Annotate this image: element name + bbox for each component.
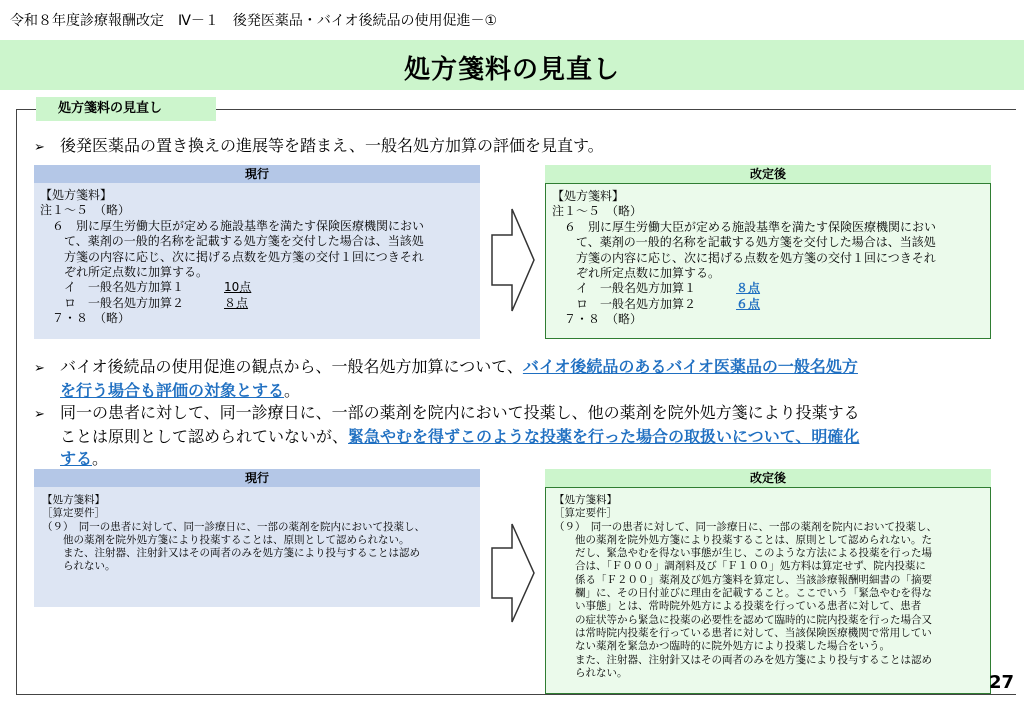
table2-old-header: 現行	[34, 469, 480, 487]
title-band	[0, 40, 1024, 90]
table2-new-line: （９） 同一の患者に対して、同一診療日に、一部の薬剤を院内において投薬し、	[554, 520, 938, 533]
table2-new-line: 【処方箋料】	[554, 494, 617, 506]
table2-new-header: 改定後	[545, 469, 991, 487]
table1-new-line: ぞれ所定点数に加算する。	[552, 266, 721, 281]
table2-new-line: また、注射器、注射針又はその両者のみを処方箋により投与することは認め	[554, 653, 932, 666]
bullet-3-text-c: 。	[92, 449, 109, 468]
table2-new-emph-start: た	[921, 533, 932, 546]
right-arrow-icon	[490, 520, 536, 626]
old-points-1: 10点	[224, 280, 252, 295]
table1-old-item-2	[40, 296, 480, 311]
bullet-3-text-b: ことは原則として認められていないが、	[60, 427, 349, 446]
table2-old-line: られない。	[42, 560, 116, 573]
old-points-2: ８点	[224, 295, 249, 310]
table2-old-line: 他の薬剤を院外処方箋により投薬することは、原則として認められない。	[42, 533, 410, 546]
table1-new-header: 改定後	[545, 165, 991, 183]
page-title: 処方箋料の見直し	[403, 55, 620, 85]
table2-new-emph-line: ない薬剤を緊急かつ臨時的に院外処方により投薬した場合をいう。	[554, 640, 890, 653]
breadcrumb: 令和８年度診療報酬改定 Ⅳ－１ 後発医薬品・バイオ後続品の使用促進－①	[10, 13, 498, 29]
bullet-2-emph-a: バイオ後続品のあるバイオ医薬品の一般名処方	[522, 357, 858, 376]
item-label: ロ 一般名処方加算２	[552, 296, 697, 311]
table1-new-line: 方箋の内容に応じ、次に掲げる点数を処方箋の交付１回につきそれ	[552, 250, 936, 265]
table2-new-emph-line: 欄」に、その日付並びに理由を記載すること。ここでいう「緊急やむを得な	[554, 587, 932, 600]
table2-old-line: 【処方箋料】	[42, 494, 105, 506]
table2-old-line: ［算定要件］	[42, 507, 105, 520]
page-number: 27	[988, 672, 1014, 693]
new-points-2: ６点	[736, 296, 761, 311]
table2-new-line: られない。	[554, 666, 628, 679]
bullet-mark: ➢	[34, 140, 45, 155]
table1-new-item-1	[552, 281, 990, 296]
item-label: イ 一般名処方加算１	[40, 280, 185, 295]
table1-old-line: 注１～５ （略）	[40, 203, 131, 218]
table2-old-line: また、注射器、注射針又はその両者のみを処方箋により投与することは認め	[42, 547, 420, 560]
bullet-2-text-b: 。	[284, 381, 301, 400]
table2-new-emph-line: は常時院内投薬を行っている患者に対して、当該保険医療機関で常用してい	[554, 626, 932, 639]
table1-new-item-2	[552, 297, 990, 312]
table1-old-line: ６ 別に厚生労働大臣が定める施設基準を満たす保険医療機関におい	[40, 218, 425, 233]
table1-new-line: 【処方箋料】	[552, 189, 625, 203]
bullet-2-emph-b: を行う場合も評価の対象とする	[60, 381, 285, 400]
table1-new-line: ７・８ （略）	[552, 312, 643, 327]
table2-new-emph-line: 係る「Ｆ２００」薬剤及び処方箋料を算定し、当該診療報酬明細書の「摘要	[554, 573, 932, 586]
right-arrow-icon	[490, 205, 536, 315]
table1-old-box	[34, 183, 480, 339]
bullet-3-emph-a: 緊急やむを得ずこのような投薬を行った場合の取扱いについて、明確化	[348, 427, 860, 446]
table2-old-line: （９） 同一の患者に対して、同一診療日に、一部の薬剤を院内において投薬し、	[42, 520, 426, 533]
table1-old-line: 【処方箋料】	[40, 188, 113, 202]
item-label: ロ 一般名処方加算２	[40, 295, 185, 310]
bullet-3	[34, 402, 860, 470]
bullet-2	[34, 356, 858, 402]
table1-old-header: 現行	[34, 165, 480, 183]
new-points-1: ８点	[736, 281, 761, 296]
bullet-mark: ➢	[34, 361, 45, 376]
table2-new-box	[545, 487, 991, 694]
section-tab: 処方箋料の見直し	[36, 97, 216, 121]
table1-new-line: 注１～５ （略）	[552, 204, 643, 219]
bullet-1	[34, 135, 604, 159]
table2-new-emph-line: の症状等から緊急に投薬の必要性を認めて臨時的に院内投薬を行った場合又	[554, 613, 932, 626]
table2-new-emph-line: い事態」とは、常時院外処方による投薬を行っている患者に対して、患者	[554, 600, 922, 613]
bullet-3-text-a: 同一の患者に対して、同一診療日に、一部の薬剤を院内において投薬し、他の薬剤を院外処方箋により投薬する	[60, 403, 860, 422]
table1-old-line: ぞれ所定点数に加算する。	[40, 265, 209, 280]
table1-old-item-1	[40, 280, 480, 295]
bullet-mark: ➢	[34, 407, 45, 422]
table1-old-line: 方箋の内容に応じ、次に掲げる点数を処方箋の交付１回につきそれ	[40, 249, 424, 264]
table2-new-emph-line: 合は、「Ｆ０００」調剤料及び「Ｆ１００」処方料は算定せず、院内投薬に	[554, 560, 926, 573]
table2-new-line: 他の薬剤を院外処方箋により投薬することは、原則として認められない。	[554, 533, 922, 546]
bullet-3-emph-b: する	[60, 449, 93, 468]
table1-new-line: て、薬剤の一般的名称を記載する処方箋を交付した場合は、当該処	[552, 235, 936, 250]
table1-old-line: て、薬剤の一般的名称を記載する処方箋を交付した場合は、当該処	[40, 234, 424, 249]
table2-new-line-wrap	[554, 534, 990, 547]
bullet-1-text: 後発医薬品の置き換えの進展等を踏まえ、一般名処方加算の評価を見直す。	[60, 136, 604, 155]
table1-new-box	[545, 183, 991, 339]
table1-new-line: ６ 別に厚生労働大臣が定める施設基準を満たす保険医療機関におい	[552, 219, 937, 234]
table2-old-box	[34, 487, 480, 607]
table1-old-line: ７・８ （略）	[40, 311, 131, 326]
item-label: イ 一般名処方加算１	[552, 281, 697, 296]
table2-new-line: ［算定要件］	[554, 507, 617, 520]
bullet-2-text-a: バイオ後続品の使用促進の観点から、一般名処方加算について、	[60, 357, 523, 376]
table2-new-emph-line: だし、緊急やむを得ない事態が生じ、このような方法による投薬を行った場	[554, 547, 932, 560]
